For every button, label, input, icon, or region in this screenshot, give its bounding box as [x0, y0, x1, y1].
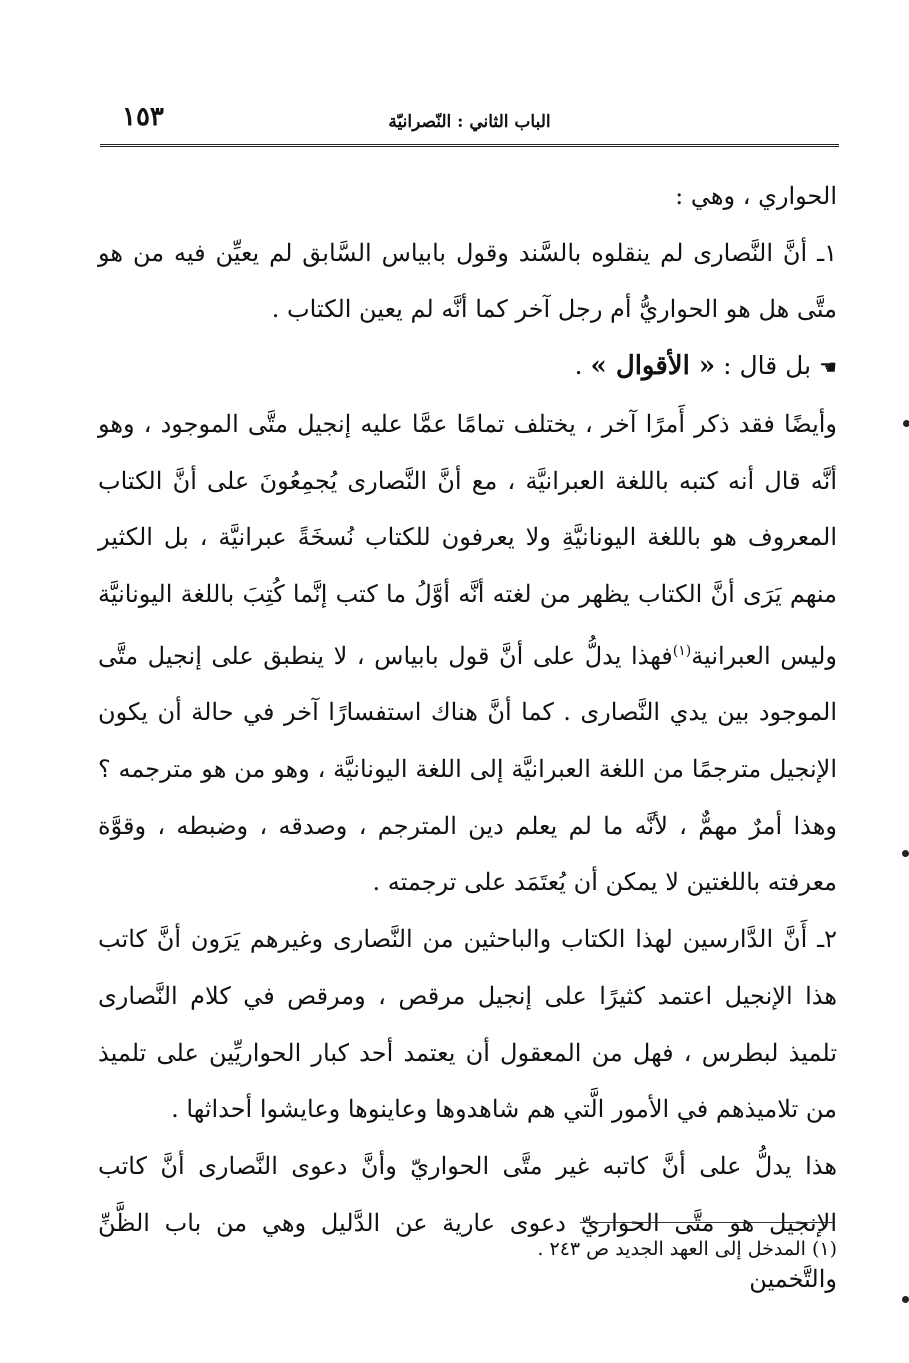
- paragraph-3: ٢ـ أَنَّ الدَّارسين لهذا الكتاب والباحثين من النَّصارى وغيرهم يَرَون أنَّ كاتب هذا الإنجيل اعتمد كثيرًا على إنجيل مرقص ، ومرقص في كلام النَّصارى تلميذ لبطرس ، فهل من المعقول أن يعتمد أحد كبار الحواريِّين على تلميذ من تلاميذهم في الأمور الَّتي هم شاهدوها وعاينوها وعايشوا أحداثها .: [98, 925, 838, 1124]
- paragraph-2-part-a: وأيضًا فقد ذكر أَمرًا آخر ، يختلف تمامًا عمَّا عليه إنجيل متَّى الموجود ، وهو أنَّه قال أنه كتبه باللغة العبرانيَّة ، مع أنَّ النَّصارى يُجمِعُونَ على أنَّ الكتاب المعروف هو باللغة اليونانيَّةِ ولا يعرفون للكتاب نُسخَةً عبرانيَّة ، بل الكثير منهم يَرَى أنَّ الكتاب يظهر من لغته أنَّه أوَّلُ ما كتب إنَّما كُتِبَ باللغة اليونانيَّة وليس العبرانية: [98, 409, 838, 670]
- quote-line: [98, 338, 837, 396]
- paragraph-1: ١ـ أنَّ النَّصارى لم ينقلوه بالسَّند وقول بابياس السَّابق لم يعيِّن فيه من هو متَّى هل هو الحواريُّ أم رجل آخر كما أنَّه لم يعين الكتاب .: [98, 238, 837, 324]
- footnote-marker[interactable]: (١): [672, 642, 692, 659]
- paragraph-2: [98, 396, 837, 911]
- running-title: الباب الثاني : النّصرانيّة: [388, 112, 551, 132]
- footnote-divider: [580, 1222, 835, 1223]
- paragraph-4: هذا يدلُّ على أنَّ كاتبه غير متَّى الحواريّ وأنَّ دعوى النَّصارى أنَّ كاتب الإنجيل هو متَّى الحواريّ دعوى عارية عن الدَّليل وهي من باب الظَّنِّ والتَّخمين: [98, 1151, 837, 1294]
- scan-margin-mark: [902, 850, 909, 857]
- pointing-hand-icon: ☚: [819, 355, 837, 380]
- quote-term: « الأقوال »: [590, 351, 716, 382]
- quote-prefix: بل قال :: [723, 351, 812, 381]
- body-text: [98, 168, 837, 1308]
- page-header: [100, 100, 839, 147]
- scan-margin-mark: [903, 420, 909, 427]
- scan-margin-mark: [902, 1296, 909, 1303]
- paragraph-2-part-b: فهذا يدلُّ على أنَّ قول بابياس ، لا ينطبق على إنجيل متَّى الموجود بين يدي النَّصارى . كما أنَّ هناك استفسارًا آخر في حالة أن يكون الإنجيل مترجمًا من اللغة العبرانيَّة إلى اللغة اليونانيَّة ، وهو من هو مترجمه ؟ وهذا أمرٌ مهمٌّ ، لأنَّه ما لم يعلم دين المترجم ، وصدقه ، وضبطه ، وقوَّة معرفته باللغتين لا يمكن أن يُعتَمَد على ترجمته .: [98, 641, 837, 897]
- intro-line: الحواري ، وهي :: [675, 182, 837, 210]
- footnote: (١) المدخل إلى العهد الجديد ص ٢٤٣ .: [537, 1238, 837, 1260]
- page-number: ١٥٣: [122, 102, 164, 132]
- quote-suffix: .: [574, 351, 583, 381]
